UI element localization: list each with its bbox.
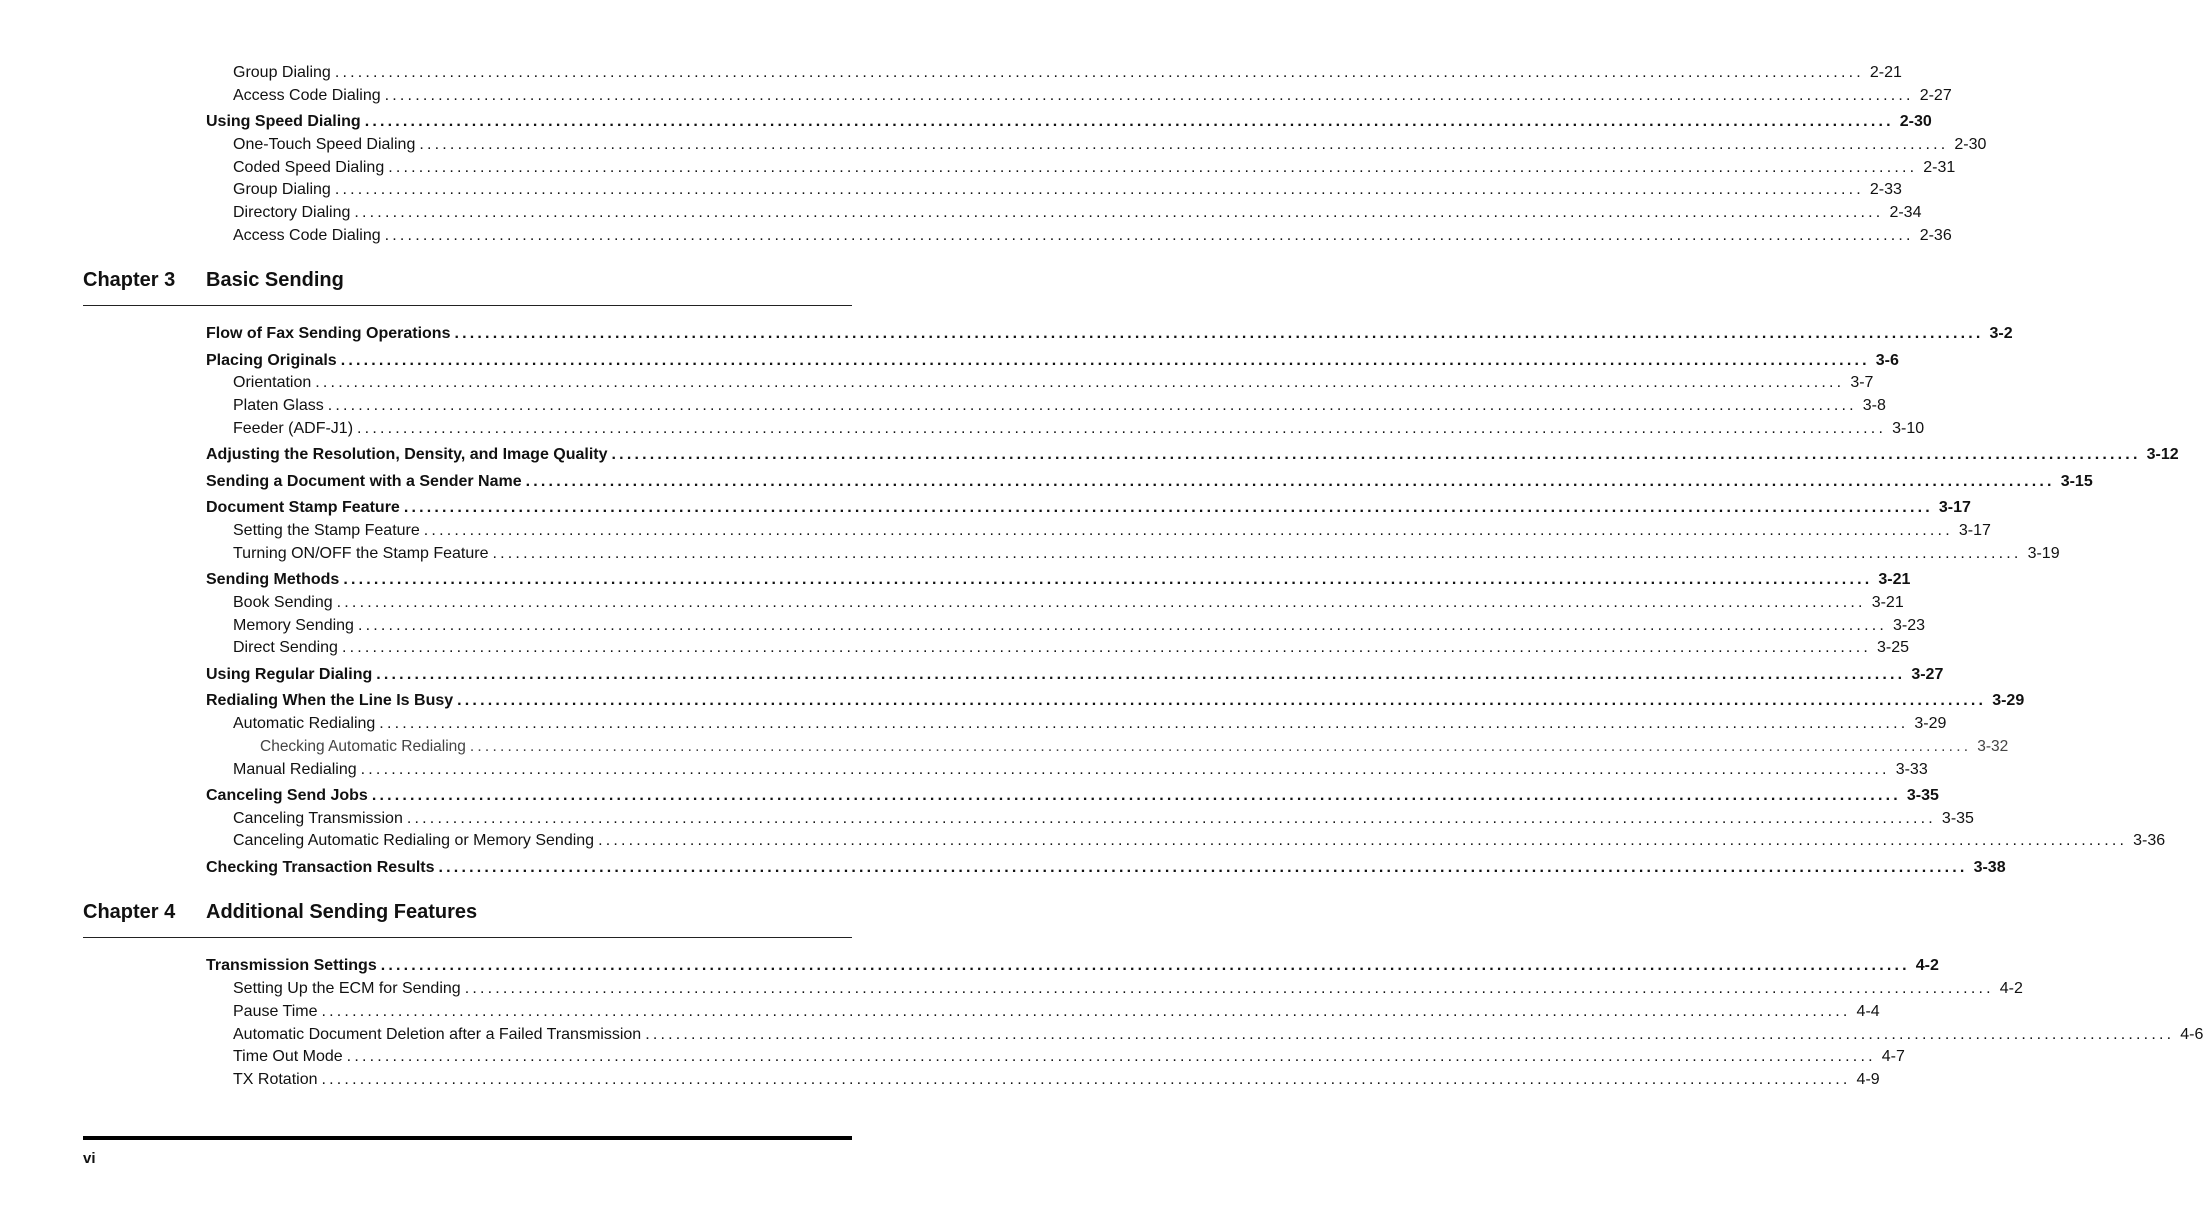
toc-page: 3-21 bbox=[1878, 571, 1911, 588]
dot-leader: ........................................................................................................................................................................................................ bbox=[454, 325, 1984, 342]
toc-entry[interactable] bbox=[206, 112, 1932, 132]
chapter-label: Chapter 3 bbox=[83, 269, 176, 291]
dot-leader: ........................................................................................................................................................................................................ bbox=[343, 571, 1873, 588]
dot-leader: ........................................................................................................................................................................................................ bbox=[457, 692, 1987, 709]
toc-page: 3-29 bbox=[1992, 692, 2025, 709]
chapter-title: Additional Sending Features bbox=[206, 901, 478, 923]
toc-page: 4-4 bbox=[1856, 1003, 1880, 1020]
toc-page: 4-7 bbox=[1881, 1048, 1905, 1065]
toc-title: Orientation bbox=[233, 374, 312, 391]
dot-leader: ........................................................................................................................................................................................................ bbox=[336, 594, 1866, 611]
toc-entry[interactable] bbox=[233, 63, 1902, 83]
toc-entry[interactable] bbox=[206, 324, 2013, 344]
toc-page: 3-36 bbox=[2133, 832, 2166, 849]
toc-entry[interactable] bbox=[233, 1025, 2203, 1045]
toc-entry[interactable] bbox=[233, 1002, 1880, 1022]
toc-title: Manual Redialing bbox=[233, 761, 357, 778]
dot-leader: ........................................................................................................................................................................................................ bbox=[371, 787, 1901, 804]
dot-leader: ........................................................................................................................................................................................................ bbox=[321, 1003, 1851, 1020]
toc-title: Group Dialing bbox=[233, 64, 331, 81]
toc-title: Directory Dialing bbox=[233, 204, 351, 221]
toc-title: Pause Time bbox=[233, 1003, 318, 1020]
toc-title: Using Regular Dialing bbox=[206, 666, 373, 683]
dot-leader: ........................................................................................................................................................................................................ bbox=[357, 420, 1887, 437]
toc-title: Book Sending bbox=[233, 594, 333, 611]
toc-entry[interactable] bbox=[233, 1047, 1905, 1067]
toc-page: 3-25 bbox=[1877, 639, 1910, 656]
toc-page: 3-15 bbox=[2060, 473, 2093, 490]
chapter-heading bbox=[83, 265, 852, 306]
toc-entry[interactable] bbox=[233, 373, 1874, 393]
dot-leader: ........................................................................................................................................................................................................ bbox=[438, 859, 1968, 876]
dot-leader: ........................................................................................................................................................................................................ bbox=[645, 1026, 2175, 1043]
toc-title: One-Touch Speed Dialing bbox=[233, 136, 416, 153]
dot-leader: ........................................................................................................................................................................................................ bbox=[469, 738, 1972, 755]
toc-title: Checking Transaction Results bbox=[206, 859, 435, 876]
toc-title: Canceling Send Jobs bbox=[206, 787, 368, 804]
dot-leader: ........................................................................................................................................................................................................ bbox=[354, 204, 1884, 221]
toc-entry[interactable] bbox=[233, 831, 2166, 851]
dot-leader: ........................................................................................................................................................................................................ bbox=[334, 64, 1864, 81]
toc-page: 3-38 bbox=[1973, 859, 2006, 876]
dot-leader: ........................................................................................................................................................................................................ bbox=[492, 545, 2022, 562]
toc-entry[interactable] bbox=[233, 135, 1987, 155]
toc-title: Automatic Document Deletion after a Failed Transmission bbox=[233, 1026, 642, 1043]
toc-entry[interactable] bbox=[233, 714, 1947, 734]
dot-leader: ........................................................................................................................................................................................................ bbox=[419, 136, 1949, 153]
toc-title: Sending Methods bbox=[206, 571, 340, 588]
dot-leader: ........................................................................................................................................................................................................ bbox=[384, 227, 1914, 244]
toc-title: Access Code Dialing bbox=[233, 227, 381, 244]
toc-title: Direct Sending bbox=[233, 639, 338, 656]
toc-page: 3-35 bbox=[1941, 810, 1974, 827]
toc-entry[interactable] bbox=[260, 737, 2009, 757]
toc-entry[interactable] bbox=[233, 1070, 1880, 1090]
toc-entry[interactable] bbox=[233, 419, 1925, 439]
toc-entry[interactable] bbox=[233, 616, 1926, 636]
toc-page: 3-17 bbox=[1958, 522, 1991, 539]
dot-leader: ........................................................................................................................................................................................................ bbox=[598, 832, 2128, 849]
toc-page: 3-21 bbox=[1871, 594, 1904, 611]
toc-page: 3-8 bbox=[1862, 397, 1886, 414]
toc-title: Checking Automatic Redialing bbox=[260, 738, 466, 755]
dot-leader: ........................................................................................................................................................................................................ bbox=[360, 761, 1890, 778]
toc-title: Memory Sending bbox=[233, 617, 354, 634]
toc-page: 2-30 bbox=[1954, 136, 1987, 153]
dot-leader: ........................................................................................................................................................................................................ bbox=[341, 639, 1872, 656]
dot-leader: ........................................................................................................................................................................................................ bbox=[340, 352, 1870, 369]
toc-page: 3-17 bbox=[1938, 499, 1971, 516]
toc-page: 2-27 bbox=[1919, 87, 1952, 104]
toc-entry[interactable] bbox=[206, 498, 1971, 518]
dot-leader: ........................................................................................................................................................................................................ bbox=[423, 522, 1953, 539]
dot-leader: ........................................................................................................................................................................................................ bbox=[384, 87, 1914, 104]
toc-title: Placing Originals bbox=[206, 352, 337, 369]
toc-page: 2-21 bbox=[1869, 64, 1902, 81]
toc-page: 3-33 bbox=[1895, 761, 1928, 778]
dot-leader: ........................................................................................................................................................................................................ bbox=[525, 473, 2055, 490]
toc-entry[interactable] bbox=[233, 396, 1886, 416]
dot-leader: ........................................................................................................................................................................................................ bbox=[388, 159, 1918, 176]
toc-title: Platen Glass bbox=[233, 397, 324, 414]
toc-entry[interactable] bbox=[206, 691, 2025, 711]
dot-leader: ........................................................................................................................................................................................................ bbox=[379, 715, 1909, 732]
toc-page: 2-33 bbox=[1869, 181, 1902, 198]
toc-page: 3-6 bbox=[1875, 352, 1899, 369]
page-number: vi bbox=[83, 1150, 96, 1167]
toc-page: 3-2 bbox=[1989, 325, 2013, 342]
toc-page: 3-27 bbox=[1911, 666, 1944, 683]
toc-page: 3-10 bbox=[1892, 420, 1925, 437]
toc-title: Flow of Fax Sending Operations bbox=[206, 325, 451, 342]
toc-entry[interactable] bbox=[233, 180, 1902, 200]
toc-entry[interactable] bbox=[206, 570, 1911, 590]
chapter-title: Basic Sending bbox=[206, 269, 344, 291]
toc-title: TX Rotation bbox=[233, 1071, 318, 1088]
toc-title: Setting the Stamp Feature bbox=[233, 522, 420, 539]
toc-title: Adjusting the Resolution, Density, and Image Quality bbox=[206, 446, 608, 463]
toc-entry[interactable] bbox=[206, 445, 2179, 465]
toc-entry[interactable] bbox=[233, 979, 2023, 999]
dot-leader: ........................................................................................................................................................................................................ bbox=[321, 1071, 1851, 1088]
toc-entry[interactable] bbox=[206, 351, 1899, 371]
dot-leader: ........................................................................................................................................................................................................ bbox=[334, 181, 1864, 198]
toc-title: Group Dialing bbox=[233, 181, 331, 198]
toc-page: 3-19 bbox=[2027, 545, 2060, 562]
toc-entry[interactable] bbox=[206, 956, 1939, 976]
toc-page: 4-9 bbox=[1856, 1071, 1880, 1088]
toc-page: 4-2 bbox=[1999, 980, 2023, 997]
toc-entry[interactable] bbox=[233, 638, 1910, 658]
chapter-label: Chapter 4 bbox=[83, 901, 176, 923]
dot-leader: ........................................................................................................................................................................................................ bbox=[380, 957, 1910, 974]
dot-leader: ........................................................................................................................................................................................................ bbox=[464, 980, 1994, 997]
toc-title: Access Code Dialing bbox=[233, 87, 381, 104]
toc-title: Canceling Transmission bbox=[233, 810, 403, 827]
toc-entry[interactable] bbox=[206, 665, 1944, 685]
toc-page: 3-7 bbox=[1850, 374, 1874, 391]
dot-leader: ........................................................................................................................................................................................................ bbox=[364, 113, 1894, 130]
toc-entry[interactable] bbox=[233, 203, 1922, 223]
toc-title: Sending a Document with a Sender Name bbox=[206, 473, 522, 490]
toc-entry[interactable] bbox=[233, 158, 1956, 178]
toc-title: Time Out Mode bbox=[233, 1048, 343, 1065]
dot-leader: ........................................................................................................................................................................................................ bbox=[403, 499, 1933, 516]
toc-title: Setting Up the ECM for Sending bbox=[233, 980, 461, 997]
toc-title: Automatic Redialing bbox=[233, 715, 376, 732]
toc-title: Transmission Settings bbox=[206, 957, 377, 974]
dot-leader: ........................................................................................................................................................................................................ bbox=[376, 666, 1906, 683]
toc-title: Turning ON/OFF the Stamp Feature bbox=[233, 545, 489, 562]
toc-entry[interactable] bbox=[233, 226, 1952, 246]
toc-entry[interactable] bbox=[233, 760, 1928, 780]
toc-title: Coded Speed Dialing bbox=[233, 159, 385, 176]
toc-entry[interactable] bbox=[233, 521, 1991, 541]
dot-leader: ........................................................................................................................................................................................................ bbox=[346, 1048, 1876, 1065]
toc-page: 3-29 bbox=[1914, 715, 1947, 732]
toc-title: Redialing When the Line Is Busy bbox=[206, 692, 454, 709]
dot-leader: ........................................................................................................................................................................................................ bbox=[406, 810, 1936, 827]
toc-page: 3-12 bbox=[2146, 446, 2179, 463]
toc-page: 2-30 bbox=[1899, 113, 1932, 130]
toc-page: 4-2 bbox=[1915, 957, 1939, 974]
toc-entry[interactable] bbox=[206, 786, 1939, 806]
dot-leader: ........................................................................................................................................................................................................ bbox=[327, 397, 1857, 414]
toc-title: Document Stamp Feature bbox=[206, 499, 400, 516]
footer-rule bbox=[83, 1136, 852, 1140]
toc-page: 2-31 bbox=[1923, 159, 1956, 176]
dot-leader: ........................................................................................................................................................................................................ bbox=[357, 617, 1888, 634]
toc-page: 2-34 bbox=[1889, 204, 1922, 221]
toc-entry[interactable] bbox=[233, 86, 1952, 106]
toc-title: Canceling Automatic Redialing or Memory Sending bbox=[233, 832, 595, 849]
toc-page: 3-23 bbox=[1893, 617, 1926, 634]
toc-entry[interactable] bbox=[233, 809, 1974, 829]
toc-entry[interactable] bbox=[206, 858, 2006, 878]
toc-title: Using Speed Dialing bbox=[206, 113, 361, 130]
toc-page: 4-6 bbox=[2180, 1026, 2203, 1043]
toc-entry[interactable] bbox=[206, 472, 2093, 492]
dot-leader: ........................................................................................................................................................................................................ bbox=[315, 374, 1845, 391]
toc-entry[interactable] bbox=[233, 593, 1904, 613]
chapter-heading bbox=[83, 897, 852, 938]
toc-page: 2-36 bbox=[1919, 227, 1952, 244]
dot-leader: ........................................................................................................................................................................................................ bbox=[611, 446, 2141, 463]
toc-page: 3-35 bbox=[1906, 787, 1939, 804]
toc-page: 3-32 bbox=[1977, 738, 2009, 755]
toc-entry[interactable] bbox=[233, 544, 2060, 564]
toc-title: Feeder (ADF-J1) bbox=[233, 420, 354, 437]
